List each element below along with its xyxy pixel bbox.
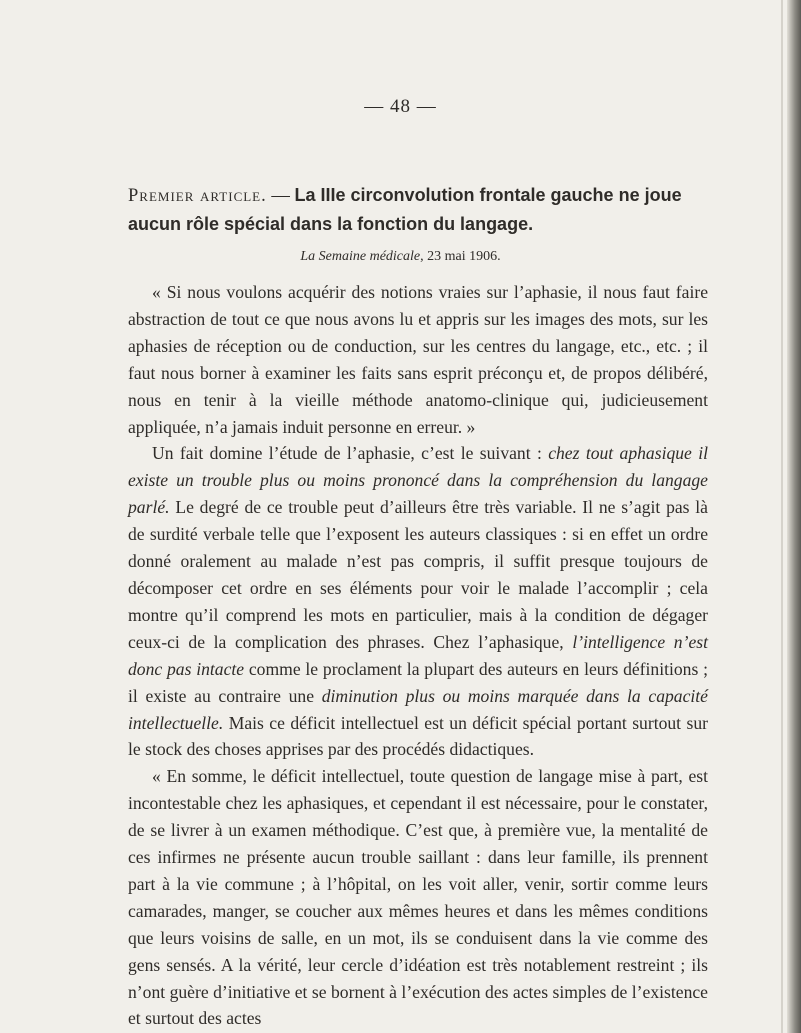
article-title: La IIIe circonvolution frontale gauche ne joue aucun rôle spécial dans la fonction du langage. [128, 185, 682, 234]
article-body [128, 279, 708, 1032]
p2-emphasis-b: chez tout aphasique il existe un trouble plus ou moins prononcé dans la compréhension du langage parlé. [128, 443, 708, 518]
citation-date: , 23 mai 1906. [420, 249, 501, 264]
p2-emphasis-f: diminution plus ou moins marquée dans la capacité intellectuelle. [128, 685, 708, 733]
paragraph-3: « En somme, le déficit intellectuel, toute question de langage mise à part, est incontestable chez les aphasiques, et cependant il est nécessaire, pour le constater, de se livrer à un examen méthodique. C’est que, à première vue, la mentalité de ces infirmes ne présente aucun trouble saillant : dans leur famille, ils prennent part à la vie commune ; à l’hôpital, on les voit aller, venir, sortir comme leurs camarades, manger, se coucher aux mêmes heures et dans les mêmes conditions que leurs voisins de salle, en un mot, ils se conduisent dans la vie comme des gens sensés. A la vérité, leur cercle d’idéation est très notablement restreint ; ils n’ont guère d’initiative et se bornent à l’exécution des actes simples de l’existence et surtout des actes [128, 766, 708, 1029]
heading-dash: — [266, 186, 295, 206]
p2-text-e: comme le proclament la plupart des auteurs en leurs définitions ; il existe au contraire une [128, 658, 708, 706]
p2-emphasis-d: l’intelligence n’est donc pas intacte [128, 631, 708, 679]
paragraph-2 [128, 440, 708, 763]
paragraph-1: « Si nous voulons acquérir des notions vraies sur l’aphasie, il nous faut faire abstraction de tout ce que nous avons lu et appris sur les images des mots, sur les aphasies de réception ou de conduction, sur les centres du langage, etc., etc. ; il faut nous borner à examiner les faits sans esprit préconçu et, de propos délibéré, nous en tenir à la vieille méthode anatomo-clinique qui, judicieusement appliquée, n’a jamais induit personne en erreur. » [128, 282, 708, 437]
p2-text-g: Mais ce déficit intellectuel est un déficit spécial portant surtout sur le stock des choses apprises par des procédés didactiques. [128, 712, 708, 760]
page-number: — 48 — [364, 96, 437, 117]
citation [0, 249, 801, 265]
article-label: Premier article. [128, 186, 267, 206]
article-header [128, 181, 708, 239]
page-edge-line [781, 0, 783, 1033]
p2-text-a: Un fait domine l’étude de l’aphasie, c’est le suivant : [152, 443, 549, 464]
citation-source: La Semaine médicale [300, 249, 421, 264]
article-heading [128, 181, 708, 239]
p2-text-c: Le degré de ce trouble peut d’ailleurs être très variable. Il ne s’agit pas là de surdité verbale telle que l’exposent les auteurs classiques : si en effet un ordre donné oralement au malade n’est pas compris, il suffit presque toujours de décomposer cet ordre en ses éléments pour voir le malade l’accomplir ; cela montre qu’il comprend les mots en particulier, mais à la condition de dégager ceux-ci de la complication des phrases. Chez l’aphasique, [128, 497, 708, 652]
book-spine-edge [787, 0, 801, 1033]
